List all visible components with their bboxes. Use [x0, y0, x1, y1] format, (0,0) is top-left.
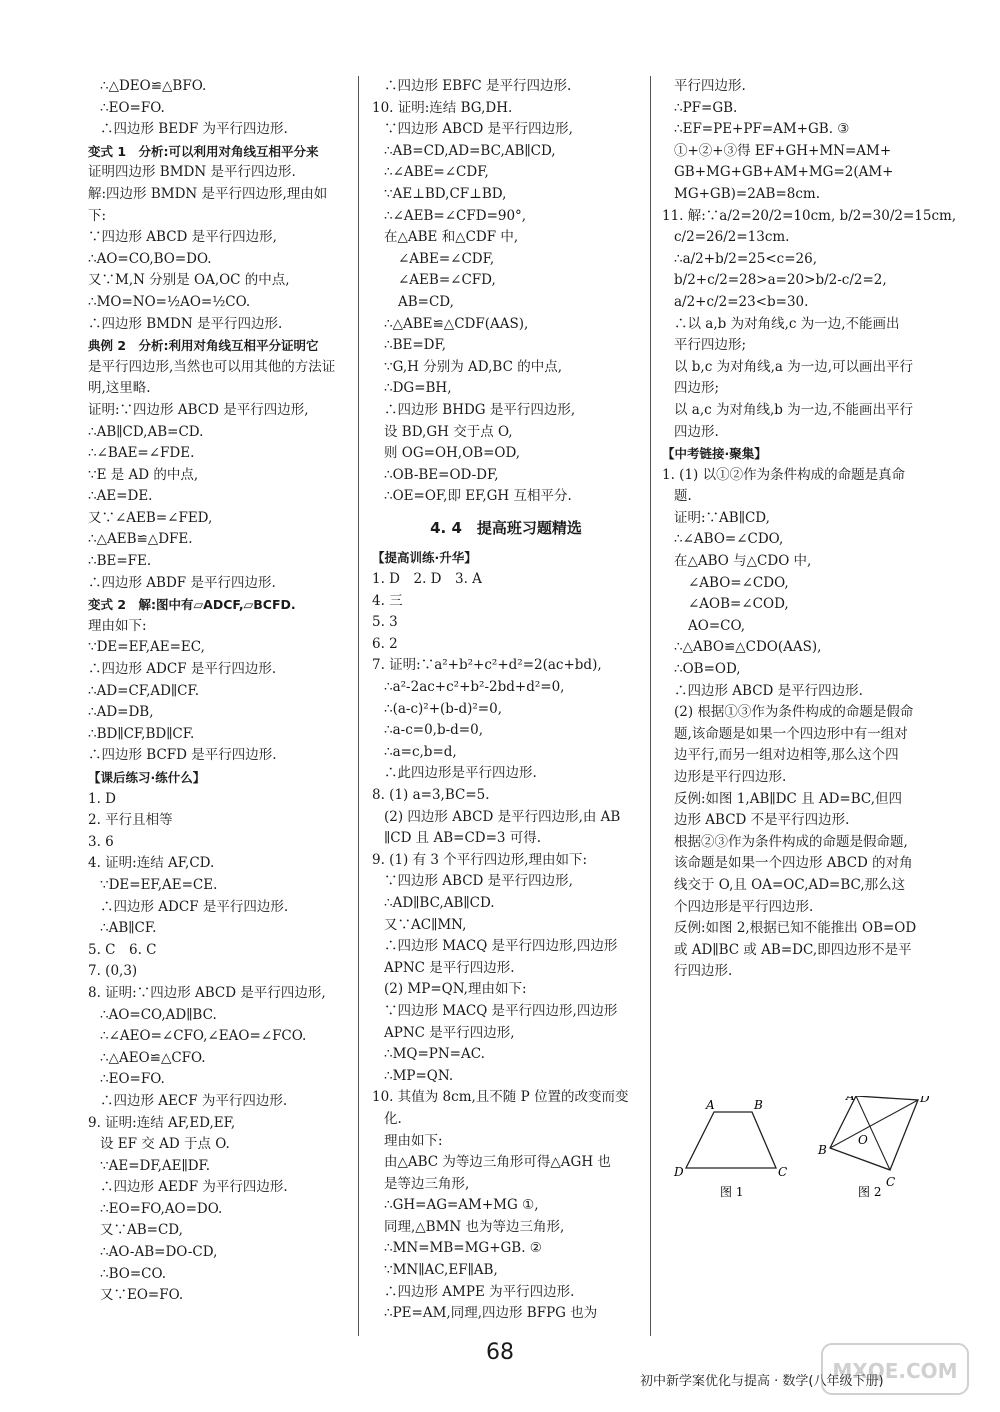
line: ∵G,H 分别为 AD,BC 的中点, [384, 358, 563, 375]
line: APNC 是平行四边形, [384, 1024, 515, 1041]
line: ∠AOB=∠COD, [688, 596, 789, 613]
fig2-label-c: C [886, 1175, 896, 1189]
line: ∴△DEO≌△BFO. [100, 78, 207, 94]
line: ∵四边形 ABCD 是平行四边形, [384, 121, 573, 138]
line: ∵AE=DF,AE∥DF. [100, 1157, 211, 1174]
line: AB=CD, [398, 293, 454, 310]
line: ∴a=c,b=d, [384, 743, 457, 760]
fig1-label-d: D [674, 1165, 684, 1179]
line: 7. (0,3) [88, 963, 138, 980]
line: MG+GB)=2AB=8cm. [674, 185, 821, 202]
line: a/2+c/2=23<b=30. [674, 293, 809, 310]
figure-1-trapezoid [673, 1098, 787, 1199]
line: ∴四边形 MACQ 是平行四边形,四边形 [384, 938, 618, 955]
line: ∴GH=AG=AM+MG ①, [384, 1197, 539, 1214]
line: ∵MN∥AC,EF∥AB, [384, 1262, 498, 1279]
line: AO=CO, [688, 617, 746, 634]
line: ∴四边形 ABDF 是平行四边形. [88, 574, 276, 591]
line: 在△ABO 与△CDO 中, [674, 553, 812, 570]
fig2-label-d: D [920, 1096, 930, 1105]
line: ∴四边形 BHDG 是平行四边形, [384, 401, 576, 418]
line: 4. 三 [372, 592, 403, 609]
line: 理由如下: [384, 1132, 443, 1149]
line: 设 EF 交 AD 于点 O. [100, 1136, 230, 1153]
line: 行四边形. [674, 963, 733, 980]
line: ∵AE⊥BD,CF⊥BD, [384, 185, 507, 202]
line: ∴DG=BH, [384, 380, 452, 397]
watermark-icon [820, 1340, 970, 1400]
line: 证明:∵AB∥CD, [674, 509, 770, 526]
line: ∴MQ=PN=AC. [384, 1046, 485, 1063]
line: ∴PF=GB. [674, 99, 738, 116]
line: ∴四边形 ADCF 是平行四边形. [88, 661, 277, 678]
line: (2) 四边形 ABCD 是平行四边形,由 AB [384, 808, 621, 825]
line: 线交于 O,且 OA=OC,AD=BC,那么这 [674, 876, 906, 893]
line: 边形是平行四边形. [674, 769, 787, 785]
line: 9. (1) 有 3 个平行四边形,理由如下: [372, 851, 588, 868]
line: 3. 6 [88, 833, 114, 850]
line: ∴PE=AM,同理,四边形 BFPG 也为 [384, 1305, 598, 1322]
line: 反例:如图 1,AB∥DC 且 AD=BC,但四 [674, 790, 903, 807]
line: 下: [88, 207, 107, 224]
line: 平行四边形. [674, 78, 746, 94]
fig1-label-c: C [778, 1165, 788, 1179]
line: ∴四边形 ADCF 是平行四边形. [100, 898, 289, 915]
line: ∴∠AEO=∠CFO,∠EAO=∠FCO. [100, 1028, 307, 1045]
watermark-text: MXQE.COM [832, 1359, 958, 1383]
line: ∴EO=FO. [100, 99, 165, 116]
column-left [88, 76, 346, 1307]
line: ∥CD 且 AB=CD=3 可得. [384, 830, 542, 847]
line: 由△ABC 为等边三角形可得△AGH 也 [384, 1154, 611, 1171]
line: 以 b,c 为对角线,a 为一边,可以画出平行 [674, 358, 913, 375]
line: ∴四边形 BMDN 是平行四边形. [88, 315, 283, 332]
line: 5. 3 [372, 614, 398, 631]
line: ∴EO=FO,AO=DO. [100, 1200, 223, 1217]
fig1-label-a: A [706, 1098, 715, 1112]
line: ∴四边形 EBFC 是平行四边形. [384, 78, 572, 94]
line: ∴EF=PE+PF=AM+GB. ③ [674, 121, 850, 138]
line: 题,该命题是如果一个四边形中有一组对 [674, 725, 908, 742]
line: ∴∠BAE=∠FDE. [88, 445, 195, 462]
column-divider-1 [358, 76, 359, 1336]
line: ∴△ABO≌△CDO(AAS), [674, 639, 822, 656]
line: ∴(a-c)²+(b-d)²=0, [384, 700, 502, 717]
column-divider-2 [650, 76, 651, 1336]
line: ∴BE=FE. [88, 553, 152, 570]
line: (2) MP=QN,理由如下: [384, 981, 527, 998]
line: 或 AD∥BC 或 AB=DC,即四边形不是平 [674, 941, 912, 958]
line: 反例:如图 2,根据已知不能推出 OB=OD [674, 920, 917, 937]
line: 理由如下: [88, 617, 147, 634]
line: ∴∠ABO=∠CDO, [674, 531, 784, 548]
line: 2. 平行且相等 [88, 812, 173, 829]
line: 平行四边形; [674, 337, 747, 354]
line: 明,这里略. [88, 380, 151, 397]
line: 四边形; [674, 380, 720, 397]
section-heading: 【课后练习·练什么】 [88, 770, 206, 785]
line: ∴MP=QN. [384, 1067, 454, 1084]
line: ∴四边形 BEDF 为平行四边形. [100, 121, 288, 138]
line: ∵四边形 ABCD 是平行四边形, [384, 873, 573, 890]
line: 10. 其值为 8cm,且不随 P 位置的改变而变 [372, 1089, 629, 1106]
page-number: 68 [486, 1340, 514, 1365]
line: 8. (1) a=3,BC=5. [372, 787, 490, 803]
line: 7. 证明:∵a²+b²+c²+d²=2(ac+bd), [372, 657, 602, 674]
line: ∴四边形 AECF 为平行四边形. [100, 1092, 288, 1109]
line: 又∵AB=CD, [100, 1222, 183, 1239]
line: 1. D [88, 790, 116, 807]
line: ∴∠ABE=∠CDF, [384, 164, 489, 181]
line: ∠AEB=∠CFD, [398, 272, 496, 289]
line: 6. 2 [372, 635, 398, 652]
line: 变式 2 解:图中有▱ADCF,▱BCFD. [88, 597, 296, 613]
line: ∴BE=DF, [384, 337, 447, 354]
line: ∴OE=OF,即 EF,GH 互相平分. [384, 488, 572, 505]
section-heading: 【提高训练·升华】 [372, 550, 477, 566]
line: ∴AD=DB, [88, 704, 154, 721]
line: ∴△ABE≌△CDF(AAS), [384, 315, 529, 332]
line: ∠ABO=∠CDO, [688, 574, 789, 591]
line: ∴四边形 AEDF 为平行四边形. [100, 1179, 288, 1196]
line: ∴BO=CO. [100, 1265, 167, 1282]
line: ∴AO=CO,BO=DO. [88, 250, 212, 267]
section-heading: 【中考链接·聚集】 [662, 446, 767, 462]
line: 解:四边形 BMDN 是平行四边形,理由如 [88, 185, 328, 202]
line: 又∵M,N 分别是 OA,OC 的中点, [88, 272, 290, 289]
line: 8. 证明:∵四边形 ABCD 是平行四边形, [88, 984, 326, 1001]
line: 个四边形是平行四边形. [674, 898, 814, 915]
line: ∵DE=EF,AE=CE. [100, 876, 218, 893]
line: ∴MO=NO=½AO=½CO. [88, 293, 251, 310]
line: ∴EO=FO. [100, 1071, 165, 1088]
line: ∴四边形 AMPE 为平行四边形. [384, 1283, 575, 1300]
line: ∴四边形 BCFD 是平行四边形. [88, 747, 277, 764]
fig1-label-b: B [754, 1098, 763, 1112]
line: 9. 证明:连结 AF,ED,EF, [88, 1114, 236, 1131]
line: ∴∠AEB=∠CFD=90°, [384, 207, 527, 224]
watermark-logo [820, 1340, 970, 1400]
line: ∴AB∥CF. [100, 920, 157, 937]
footer-title: 初中新学案优化与提高 · 数学(八年级下册) [640, 1374, 884, 1389]
line: ∴AD∥BC,AB∥CD. [384, 894, 495, 911]
line: 同理,△BMN 也为等边三角形, [384, 1218, 565, 1235]
line: 11. 解:∵a/2=20/2=10cm, b/2=30/2=15cm, [662, 207, 957, 224]
line: c/2=26/2=13cm. [674, 229, 790, 246]
column-middle [372, 76, 640, 1325]
line: ∴a/2+b/2=25<c=26, [674, 250, 818, 267]
line: ∴OB-BE=OD-DF, [384, 466, 499, 483]
line: 5. C 6. C [88, 941, 157, 958]
line: ∴以 a,b 为对角线,c 为一边,不能画出 [674, 315, 900, 332]
line: 又∵AC∥MN, [384, 916, 467, 933]
line: 10. 证明:连结 BG,DH. [372, 99, 513, 116]
line: ∵E 是 AD 的中点, [88, 466, 199, 483]
fig1-caption: 图 1 [720, 1185, 744, 1199]
line: ∴a-c=0,b-d=0, [384, 722, 483, 739]
line: 根据②③作为条件构成的命题是假命题, [674, 833, 908, 850]
line: 又∵EO=FO. [100, 1287, 184, 1304]
line: ∴AO=CO,AD∥BC. [100, 1006, 217, 1023]
fig2-label-o: O [858, 1133, 868, 1147]
fig2-caption: 图 2 [858, 1185, 882, 1199]
line: ∵四边形 MACQ 是平行四边形,四边形 [384, 1002, 618, 1019]
line: ∴BD∥CF,BD∥CF. [88, 725, 195, 742]
line: ∴AD=CF,AD∥CF. [88, 682, 200, 699]
line: 边形 ABCD 不是平行四边形. [674, 812, 850, 829]
line: 4. 证明:连结 AF,CD. [88, 855, 215, 872]
line: b/2+c/2=28>a=20>b/2-c/2=2, [674, 272, 887, 289]
figure-2-quadrilateral [817, 1096, 930, 1199]
line: ∴AO-AB=DO-CD, [100, 1244, 218, 1261]
line: 题. [674, 488, 692, 505]
line: (2) 根据①③作为条件构成的命题是假命 [674, 704, 914, 721]
line: ∴OB=OD, [674, 661, 741, 678]
fig2-label-b: B [818, 1143, 827, 1157]
line: ∴△AEB≌△DFE. [88, 531, 193, 548]
line: 证明四边形 BMDN 是平行四边形. [88, 164, 296, 181]
line: 是等边三角形, [384, 1175, 470, 1192]
line: 化. [384, 1110, 402, 1127]
line: 又∵∠AEB=∠FED, [88, 509, 213, 526]
line: 是平行四边形,当然也可以用其他的方法证 [88, 358, 336, 375]
line: APNC 是平行四边形. [384, 959, 515, 976]
line: 变式 1 分析:可以利用对角线互相平分来 [88, 143, 319, 159]
line: ∴MN=MB=MG+GB. ② [384, 1240, 542, 1257]
fig2-label-a: A [846, 1096, 855, 1103]
line: ∴AB∥CD,AB=CD. [88, 423, 204, 440]
figures-svg [668, 1096, 930, 1206]
line: ∴此四边形是平行四边形. [384, 765, 537, 782]
line: 1. (1) 以①②作为条件构成的命题是真命 [662, 466, 906, 483]
figures [668, 1096, 930, 1206]
line: ∴a²-2ac+c²+b²-2bd+d²=0, [384, 679, 565, 696]
line: ∵DE=EF,AE=EC, [88, 639, 205, 656]
line: 以 a,c 为对角线,b 为一边,不能画出平行 [674, 401, 913, 418]
line: 1. D 2. D 3. A [372, 571, 482, 588]
line: 证明:∵四边形 ABCD 是平行四边形, [88, 401, 309, 418]
line: 该命题是如果一个四边形 ABCD 的对角 [674, 855, 913, 872]
line: ∠ABE=∠CDF, [398, 250, 495, 267]
line: ∴AB=CD,AD=BC,AB∥CD, [384, 142, 556, 159]
line: GB+MG+GB+AM+MG=2(AM+ [674, 164, 894, 181]
section-title: 4. 4 提高班习题精选 [430, 518, 582, 537]
line: ∵四边形 ABCD 是平行四边形, [88, 229, 277, 246]
line: 设 BD,GH 交于点 O, [384, 423, 513, 440]
line: ∴AE=DE. [88, 488, 153, 505]
line: 四边形. [674, 423, 719, 440]
line: 典例 2 分析:利用对角线互相平分证明它 [88, 338, 319, 354]
line: ∴四边形 ABCD 是平行四边形. [674, 682, 863, 699]
line: ①+②+③得 EF+GH+MN=AM+ [674, 142, 892, 159]
line: 则 OG=OH,OB=OD, [384, 445, 521, 462]
column-right [662, 76, 957, 983]
line: 边平行,而另一组对边相等,那么这个四 [674, 747, 899, 764]
line: ∴△AEO≌△CFO. [100, 1049, 206, 1066]
line: 在△ABE 和△CDF 中, [384, 229, 519, 246]
